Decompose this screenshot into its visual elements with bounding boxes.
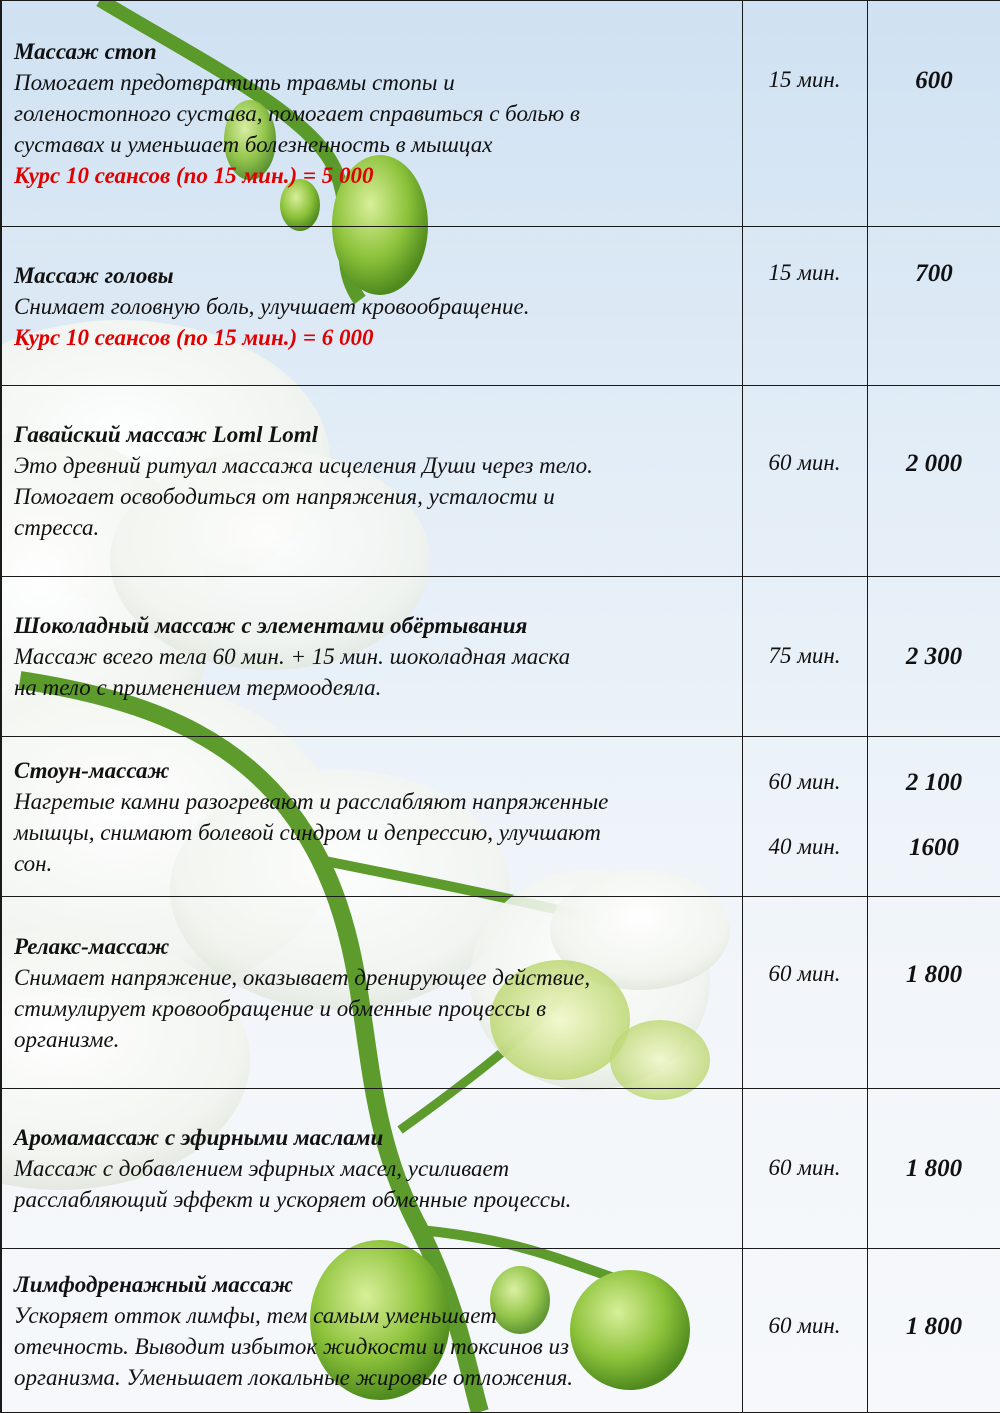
price-value: 2 300 bbox=[868, 643, 1000, 671]
table-row bbox=[1, 897, 1000, 1089]
service-text-line: стимулирует кровообращение и обменные процессы в bbox=[14, 993, 732, 1024]
price-cell bbox=[867, 1, 1000, 227]
service-description bbox=[1, 1249, 742, 1413]
duration-value: 15 мин. bbox=[743, 67, 867, 93]
service-text-line: Это древний ритуал массажа исцеления Души через тело. bbox=[14, 450, 732, 481]
service-description bbox=[1, 1089, 742, 1249]
service-title: Лимфодренажный массаж bbox=[14, 1269, 732, 1300]
service-title: Массаж стоп bbox=[14, 36, 732, 67]
service-text-line: организма. Уменьшает локальные жировые отложения. bbox=[14, 1362, 732, 1393]
service-text-line: Ускоряет отток лимфы, тем самым уменьшает bbox=[14, 1300, 732, 1331]
service-text-line: на тело с применением термоодеяла. bbox=[14, 672, 732, 703]
service-title: Релакс-массаж bbox=[14, 931, 732, 962]
service-description bbox=[1, 227, 742, 386]
service-description bbox=[1, 1, 742, 227]
service-title: Аромамассаж с эфирными маслами bbox=[14, 1122, 732, 1153]
duration-cell bbox=[742, 577, 867, 737]
course-offer: Курс 10 сеансов (по 15 мин.) = 5 000 bbox=[14, 160, 732, 191]
service-description bbox=[1, 737, 742, 897]
price-value: 1 800 bbox=[868, 1155, 1000, 1183]
course-offer: Курс 10 сеансов (по 15 мин.) = 6 000 bbox=[14, 322, 732, 353]
service-text-line: сон. bbox=[14, 848, 732, 879]
table-row bbox=[1, 227, 1000, 386]
service-text-line: Помогает освободиться от напряжения, усталости и bbox=[14, 481, 732, 512]
duration-value: 75 мин. bbox=[743, 643, 867, 669]
table-row bbox=[1, 737, 1000, 897]
duration-cell bbox=[742, 1089, 867, 1249]
service-text-line: организме. bbox=[14, 1024, 732, 1055]
table-row bbox=[1, 1, 1000, 227]
table-row bbox=[1, 577, 1000, 737]
duration-value: 60 мин. bbox=[743, 450, 867, 476]
service-text-line: Помогает предотвратить травмы стопы и bbox=[14, 67, 732, 98]
duration-value: 15 мин. bbox=[743, 260, 867, 286]
service-text-line: мышцы, снимают болевой синдром и депрессию, улучшают bbox=[14, 817, 732, 848]
price-cell bbox=[867, 577, 1000, 737]
duration-value: 60 мин. bbox=[743, 961, 867, 987]
price-cell bbox=[867, 386, 1000, 577]
service-text-line: Нагретые камни разогревают и расслабляют напряженные bbox=[14, 786, 732, 817]
price-cell bbox=[867, 897, 1000, 1089]
service-text-line: Снимает напряжение, оказывает дренирующее действие, bbox=[14, 962, 732, 993]
service-title: Массаж головы bbox=[14, 260, 732, 291]
table-row bbox=[1, 386, 1000, 577]
duration-cell bbox=[742, 1, 867, 227]
duration-cell bbox=[742, 227, 867, 386]
price-cell bbox=[867, 1249, 1000, 1413]
service-text-line: суставах и уменьшает болезненность в мышцах bbox=[14, 129, 732, 160]
price-value: 2 000 bbox=[868, 450, 1000, 478]
table-row bbox=[1, 1249, 1000, 1413]
price-cell bbox=[867, 1089, 1000, 1249]
service-text-line: Массаж всего тела 60 мин. + 15 мин. шоколадная маска bbox=[14, 641, 732, 672]
price-cell bbox=[867, 227, 1000, 386]
service-description bbox=[1, 386, 742, 577]
price-value: 1 800 bbox=[868, 1313, 1000, 1341]
duration-cell bbox=[742, 897, 867, 1089]
service-title: Шоколадный массаж с элементами обёртывания bbox=[14, 610, 732, 641]
service-text-line: голеностопного сустава, помогает справиться с болью в bbox=[14, 98, 732, 129]
table-row bbox=[1, 1089, 1000, 1249]
price-value: 600 bbox=[868, 67, 1000, 95]
price-cell bbox=[867, 737, 1000, 897]
duration-value: 60 мин. bbox=[743, 769, 867, 795]
service-text-line: отечность. Выводит избыток жидкости и токсинов из bbox=[14, 1331, 732, 1362]
duration-cell bbox=[742, 1249, 867, 1413]
price-value: 700 bbox=[868, 260, 1000, 288]
service-text-line: расслабляющий эффект и ускоряет обменные процессы. bbox=[14, 1184, 732, 1215]
price-value: 1600 bbox=[868, 834, 1000, 862]
service-description bbox=[1, 897, 742, 1089]
duration-value: 60 мин. bbox=[743, 1313, 867, 1339]
price-value: 2 100 bbox=[868, 769, 1000, 797]
service-text-line: Массаж с добавлением эфирных масел, усиливает bbox=[14, 1153, 732, 1184]
service-title: Стоун-массаж bbox=[14, 755, 732, 786]
duration-value: 40 мин. bbox=[743, 834, 867, 860]
duration-cell bbox=[742, 737, 867, 897]
duration-cell bbox=[742, 386, 867, 577]
duration-value: 60 мин. bbox=[743, 1155, 867, 1181]
price-value: 1 800 bbox=[868, 961, 1000, 989]
service-description bbox=[1, 577, 742, 737]
service-title: Гавайский массаж Loml Loml bbox=[14, 419, 732, 450]
service-text-line: Снимает головную боль, улучшает кровообращение. bbox=[14, 291, 732, 322]
service-text-line: стресса. bbox=[14, 512, 732, 543]
